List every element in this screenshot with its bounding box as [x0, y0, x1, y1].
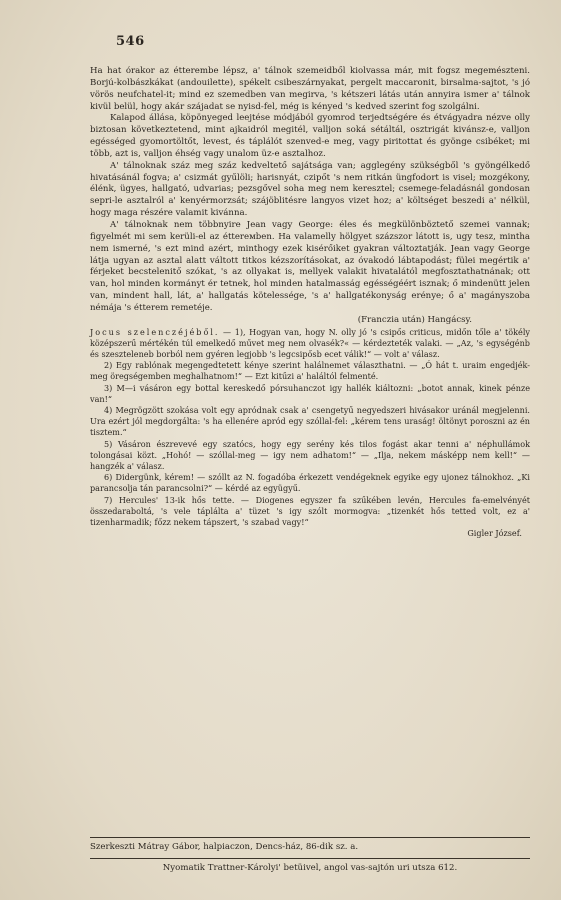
jocus-item-7: 7) Hercules' 13-ik hős tette. — Diogenes egyszer fa szűkében levén, Hercules fa-emelvényét összedaraboltá, 's vele táplálta a' tüzet 's igy szólt mormogva: „tizenkét hős tetted volt, ez a' tizenharmadik; főzz nekem tápszert, 's szabad vagy!“	[90, 494, 530, 528]
paragraph-4: A' tálnoknak nem többnyire Jean vagy George: éles és megkülönböztető szemei vannak; figyelmét mi sem kerüli-el az éttereмben. Ha valamelly hölgyet százszor látott is, ugy tesz, mintha nem ismerné, 's ezt mind azért, minthogy ezek kisérőiket gyakran változtatják. Jean vagy George látja ugyan az asztal alatt váltott titkos kézszorításokat, az óvakodó lábtapodást; fülei megértik a' férjeket becstelenitő szókat, 's az ollyakat is, mellyek valakit hivatalától megfosztathatnának; ott van, hol minden kormányt ér tetnek, hol minden hatalmasság egésségéért isznak; ő mindenütt jelen van, mindent hall, lát, a' hallgatás kötelessége, 's a' hallgatékonyság erénye; ő a' magányszoba némája 's étterem remetéje.	[90, 219, 530, 313]
jocus-item-4: 4) Megrögzött szokása volt egy apródnak csak a' csengetyű negyedszeri hivásakor uránál megjelenni. Ura ezért jól megdorgálta: 's ha ellenére apród egy szóllal-fel: „kérem tens uraság! öltönyt poroszni az én tisztem.“	[90, 404, 530, 438]
jocus-item-3: 3) M—i vásáron egy bottal kereskedő pórsuhanczot igy hallék kiáltozni: „botot annak, kinek pénze van!“	[90, 382, 530, 404]
colophon	[90, 832, 530, 874]
jocus-item-5: 5) Vásáron észrevevé egy szatócs, hogy egy serény kés tilos fogást akar tenni a' néphullámok tolongásai közt. „Hohó! — szóllal-meg — igy nem adhatom!“ — „Ilja, nekem másképp nem kell!“ — hangzék a' válasz.	[90, 438, 530, 471]
editor-line: Szerkeszti Mátray Gábor, halpiaczon, Dencs-ház, 86-dik sz. a.	[90, 842, 359, 852]
jocus-heading: Jocus szelenczéjéből.	[90, 326, 220, 337]
page-number: 546	[116, 34, 145, 49]
article-body	[90, 66, 530, 539]
jocus-item-6: 6) Didergünk, kérem! — szóllt az N. fogadóba érkezett vendégeknek egyike egy ujonez tálnokhoz. „Ki parancsolja tán parancsolni?“ — kérdé az együgyű.	[90, 472, 530, 494]
jocus-item-2: 2) Egy rablónak megengedtetett kénye szerint halálnemet választhatni. — „Ó hát t. uraim engedjék-meg öregségemben meghalhatnom!“ — Ezt kitűzi a' haláltól felmenté.	[90, 360, 530, 382]
paragraph-3: A' tálnoknak száz meg száz kedveltető sajátsága van; agglegény szükségből 's gyöngélkedő hivatásánál fogva; a' csizmát gyűlöli; harisnyát, czipőt 's nem ritkán üngfodort is visel; mozgékony, élénk, ügyes, hallgató, udvarias; pezsgővel soha meg nem keresztel; csemege-feladásnál gondosan sepri-le asztalról a' kenyérmorzsát; szájöblitésre langyos vizet hoz; a' költséget beszedi a' nélkül, hogy maga részére valamit kivánna.	[90, 160, 530, 219]
attribution: (Franczia után) Hangácsy.	[357, 314, 472, 325]
jocus-section	[90, 327, 530, 540]
jocus-signature: Gigler József.	[467, 528, 522, 539]
colophon-rule	[90, 837, 530, 838]
printer-line: Nyomatik Trattner-Károlyi' betüivel, angol vas-sajtón uri utsza 612.	[162, 863, 458, 873]
paragraph-1: Ha hat órakor az étterembe lépsz, a' tálnok szemeidből kiolvassa már, mit fogsz megemészteni. Borjú-kolbászkákat (andouilette), spékelt csibeszárnyakat, pergelt maccaronit, birsalma-sajtot, 's jó vörös neufchatel-it; mind ez szemedben van megirva, 's kétszeri látás után annyira ismer a' tálnok kivül belül, hogy akár szájadat se nyisd-fel, még is kényed 's kedved szerint fog szolgálni.	[90, 66, 530, 112]
paragraph-2: Kalapod állása, köpönyeged leejtése módjából gyomrod terjedtségére és étvágyadra nézve olly biztosan következtetend, mint ajkaidról megitél, valljon soká sétáltál, osztrigát kivánsz-e, valljon egésséged gyomortöltőt, levest, és táplálót szenved-e meg, vagy piritottat és gyönge csibéket; mi több, azt is, valljon éhség vagy unalom üz-e asztalhoz.	[90, 113, 530, 159]
jocus-item-1: Jocus szelenczéjéből. — 1), Hogyan van, hogy N. olly jó 's csipős criticus, midőn tőle a' tökély középszerű mértékén túl emelkedő művet meg nem olvasék?« — kérdezteték valaki. — „Az, 's egységénb és szeszteleneb borból nem gyéren legjobb 's legcsipősb ecet válik!“ — volt a' válasz.	[90, 326, 530, 359]
colophon-rule-2	[90, 858, 530, 859]
